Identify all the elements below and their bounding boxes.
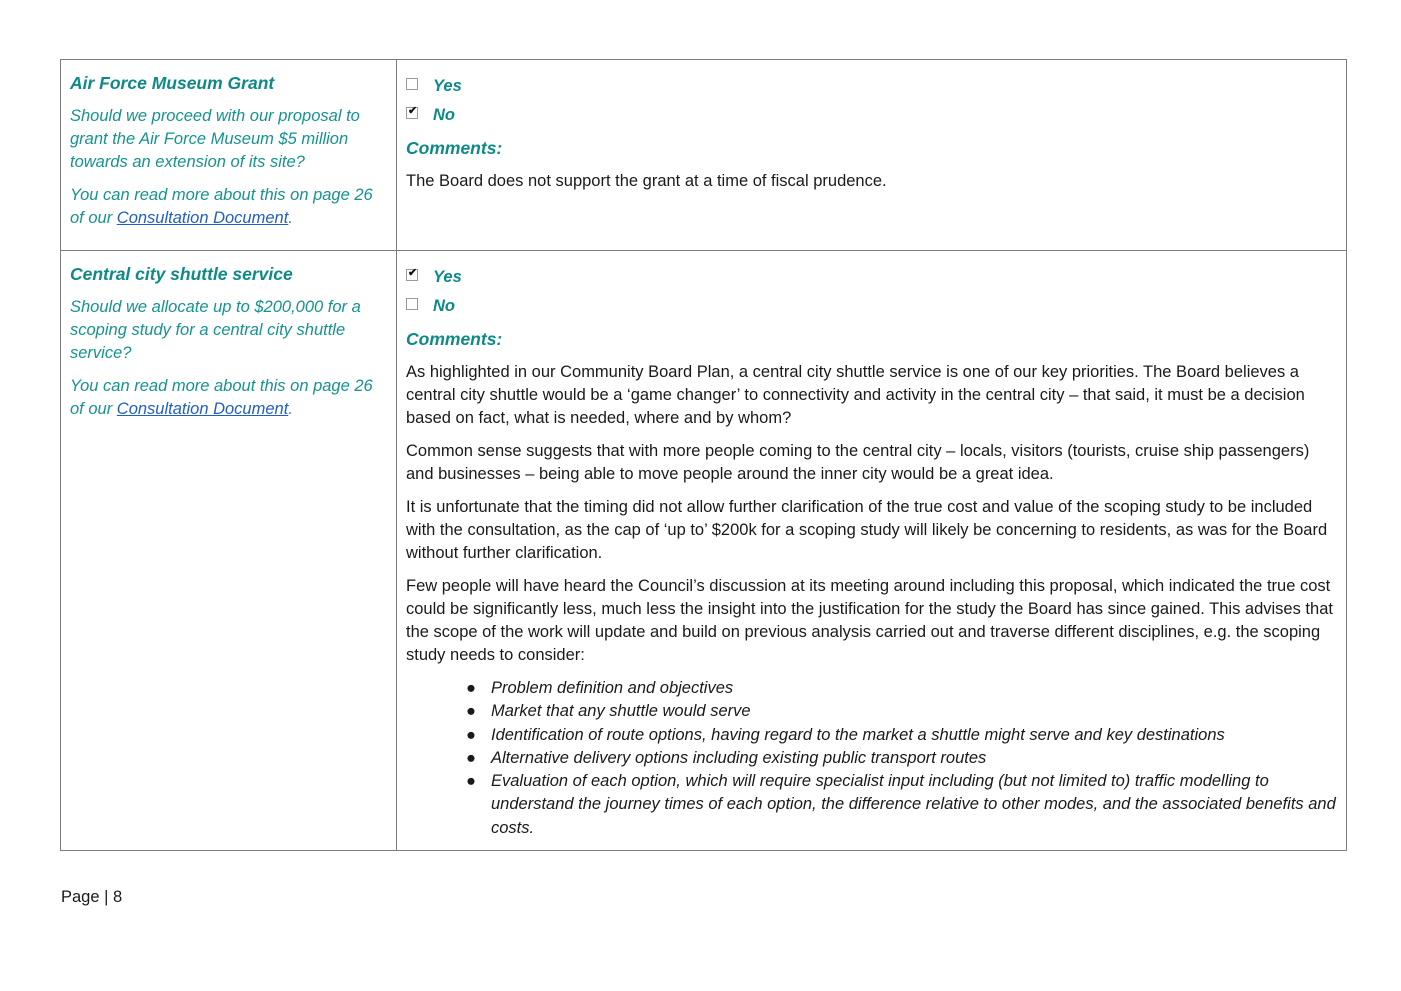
list-item (466, 700, 1336, 723)
comment-paragraph: As highlighted in our Community Board Plan, a central city shuttle service is one of our key priorities. The Board believes a central city shuttle would be a ‘game changer’ to connectivity and activity in the central city – that said, it must be a decision based on fact, what is needed, where and by whom? (406, 363, 1305, 427)
read-more-suffix: . (288, 400, 293, 418)
checkmark-icon: ✔ (408, 266, 418, 279)
list-item-text: Market that any shuttle would serve (491, 702, 751, 721)
option-no[interactable] (406, 292, 1336, 321)
question-row (61, 60, 1347, 251)
read-more-text (70, 184, 388, 230)
comment-paragraph: It is unfortunate that the timing did not allow further clarification of the true cost and value of the scoping study to be included with the consultation, as the cap of ‘up to’ $200k for a scoping study will likely be concerning to residents, as was for the Board without further clarification. (406, 498, 1328, 562)
no-checkbox[interactable] (406, 298, 418, 310)
no-label: No (433, 106, 455, 124)
list-item (466, 770, 1336, 840)
yes-checkbox[interactable] (406, 78, 418, 90)
bullet-icon: ● (466, 748, 476, 767)
comment-paragraph: Few people will have heard the Council’s discussion at its meeting around including this proposal, which indicated the true cost could be significantly less, much less the insight into the justification for the study the Board has since gained. This advises that the scope of the work will update and build on previous analysis carried out and traverse different disciplines, e.g. the scoping study needs to consider: (406, 577, 1333, 664)
question-cell (61, 251, 397, 851)
question-title: Air Force Museum Grant (70, 73, 275, 93)
bullet-icon: ● (466, 725, 476, 744)
consideration-list (406, 677, 1336, 840)
list-item-text: Alternative delivery options including existing public transport routes (491, 748, 987, 767)
question-cell (61, 60, 397, 251)
comments-label: Comments: (406, 138, 503, 158)
no-label: No (433, 297, 455, 315)
option-yes[interactable] (406, 263, 1336, 292)
question-text: Should we allocate up to $200,000 for a scoping study for a central city shuttle service? (70, 298, 361, 362)
consultation-document-link[interactable]: Consultation Document (116, 400, 289, 418)
yes-label: Yes (433, 77, 462, 95)
checkmark-icon: ✔ (408, 104, 418, 117)
read-more-text (70, 375, 388, 421)
consultation-document-link[interactable]: Consultation Document (116, 209, 289, 227)
comment-paragraph: The Board does not support the grant at a time of fiscal prudence. (406, 172, 887, 190)
option-yes[interactable] (406, 72, 1336, 101)
list-item-text: Evaluation of each option, which will require specialist input including (but not limited to) traffic modelling to understand the journey times of each option, the difference relative to other modes, and the associated benefits and costs. (491, 772, 1336, 837)
no-checkbox[interactable] (406, 104, 418, 119)
answer-cell (397, 60, 1347, 251)
read-more-prefix: You can read more about this on page 26 of our (70, 377, 373, 418)
option-no[interactable] (406, 101, 1336, 130)
comment-paragraph: Common sense suggests that with more people coming to the central city – locals, visitors (tourists, cruise ship passengers) and businesses – being able to move people around the inner city would be a great idea. (406, 442, 1310, 483)
list-item (466, 724, 1336, 747)
yes-label: Yes (433, 268, 462, 286)
bullet-icon: ● (466, 772, 476, 791)
read-more-prefix: You can read more about this on page 26 of our (70, 186, 373, 227)
read-more-suffix: . (288, 209, 293, 227)
list-item (466, 747, 1336, 770)
question-row (61, 251, 1347, 851)
question-title: Central city shuttle service (70, 264, 293, 284)
list-item-text: Problem definition and objectives (491, 679, 734, 697)
list-item-text: Identification of route options, having regard to the market a shuttle might serve and key destinations (491, 725, 1225, 744)
bullet-icon: ● (466, 702, 476, 721)
question-text: Should we proceed with our proposal to grant the Air Force Museum $5 million towards an extension of its site? (70, 107, 360, 171)
submission-form-table (60, 59, 1347, 851)
list-item (466, 677, 1336, 700)
bullet-icon: ● (466, 679, 476, 697)
comments-label: Comments: (406, 329, 503, 349)
yes-checkbox[interactable] (406, 266, 418, 281)
page-number: Page | 8 (61, 888, 123, 906)
answer-cell (397, 251, 1347, 851)
